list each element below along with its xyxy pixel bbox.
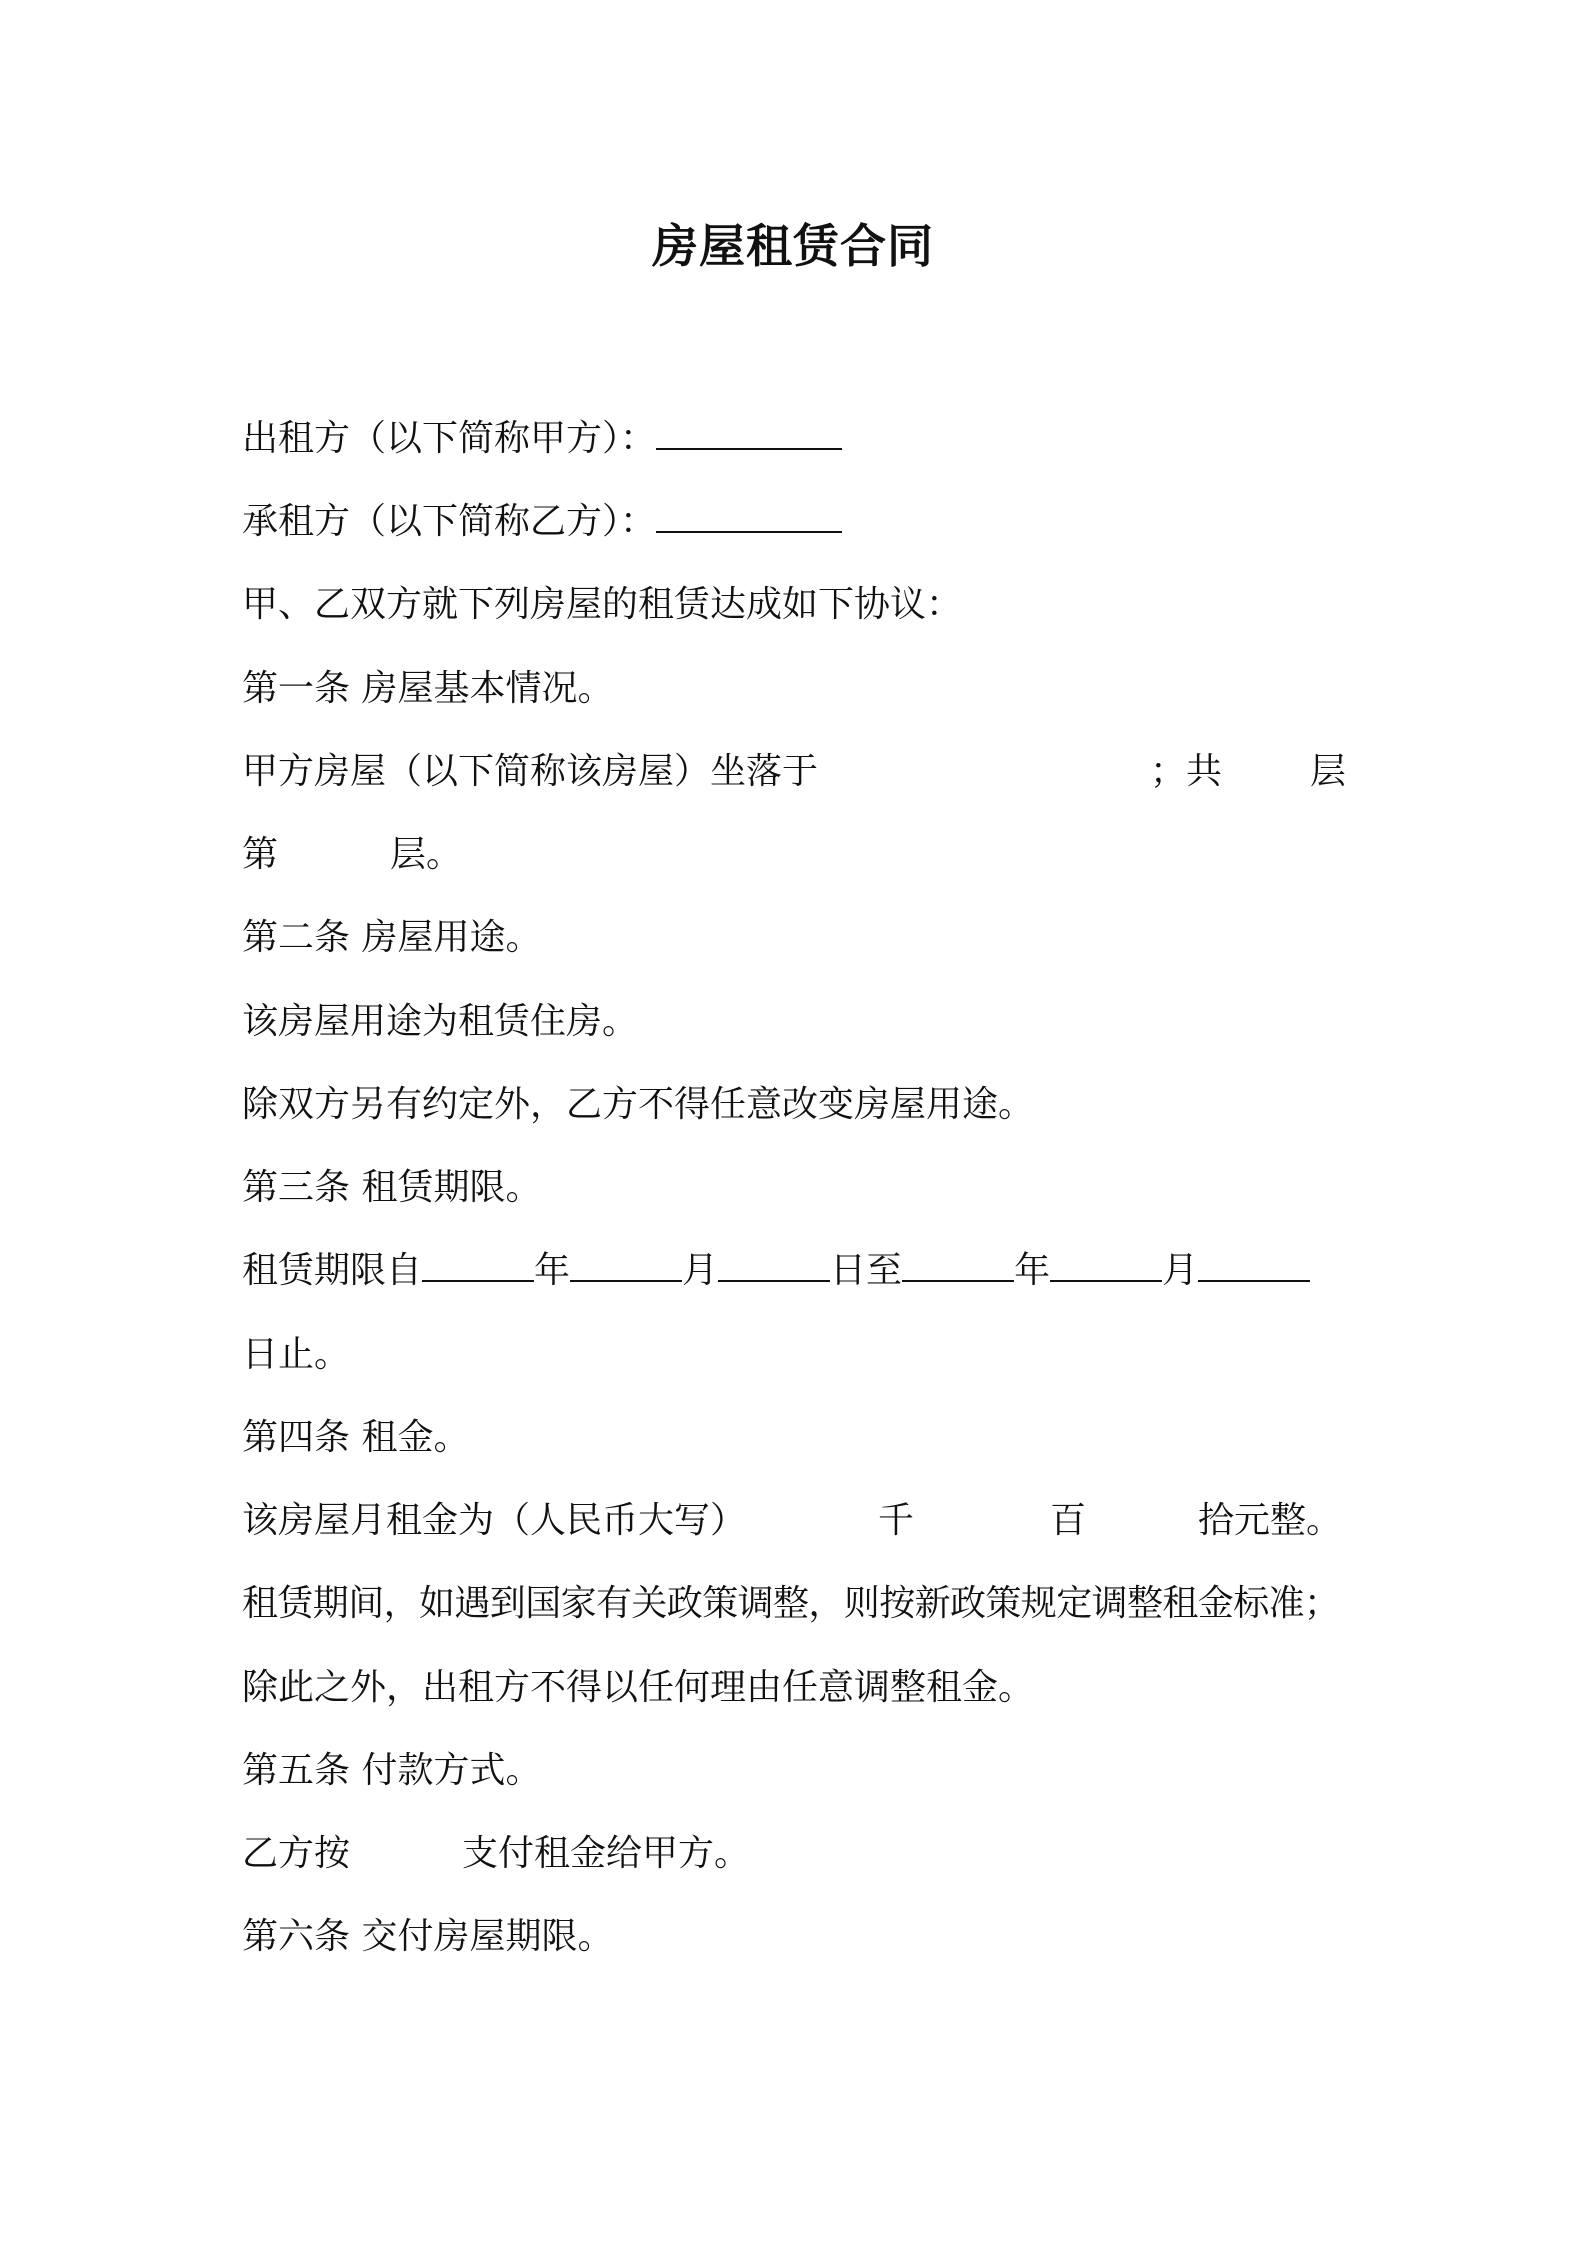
- article-3-end-line: 日止。: [242, 1334, 351, 1375]
- ten-yuan-unit: 拾元整。: [1198, 1500, 1343, 1541]
- year-label: 年: [534, 1250, 571, 1291]
- article-4-line-3: 除此之外，出租方不得以任何理由任意调整租金。: [242, 1667, 1035, 1708]
- thousand-unit: 千: [878, 1500, 915, 1541]
- article-5-heading: 第五条 付款方式。: [242, 1750, 542, 1791]
- article-1-heading: 第一条 房屋基本情况。: [242, 668, 614, 709]
- intro-line: 甲、乙双方就下列房屋的租赁达成如下协议：: [242, 584, 963, 625]
- article-1-location-line: [242, 747, 818, 797]
- payment-suffix: 支付租金给甲方。: [462, 1833, 751, 1874]
- article-4-line-2: 租赁期间，如遇到国家有关政策调整，则按新政策规定调整租金标准；: [242, 1583, 1340, 1624]
- rent-label: 该房屋月租金为（人民币大写）: [242, 1500, 747, 1541]
- month-label: 月: [682, 1250, 719, 1291]
- article-3-term-line: [242, 1246, 1310, 1296]
- day-to-label: 日至: [830, 1250, 903, 1291]
- contract-title: 房屋租赁合同: [652, 219, 934, 273]
- article-3-heading: 第三条 租赁期限。: [242, 1167, 542, 1208]
- article-4-heading: 第四条 租金。: [242, 1417, 470, 1458]
- article-6-heading: 第六条 交付房屋期限。: [242, 1916, 614, 1957]
- article-5-payment-line: [242, 1829, 750, 1879]
- lessor-line: [242, 414, 842, 464]
- lessee-name-blank[interactable]: [656, 497, 842, 533]
- floor-suffix: 层。: [390, 834, 463, 875]
- floor-prefix: 第: [242, 834, 279, 875]
- article-2-line-2: 除双方另有约定外，乙方不得任意改变房屋用途。: [242, 1084, 1035, 1125]
- end-year-blank[interactable]: [902, 1246, 1014, 1282]
- start-year-blank[interactable]: [422, 1246, 534, 1282]
- article-1-floor-line: [242, 830, 462, 880]
- lessee-label: 承租方（以下简称乙方）：: [242, 501, 657, 542]
- total-floors-label: ；共: [1150, 751, 1223, 792]
- payment-prefix: 乙方按: [242, 1833, 351, 1874]
- lessor-name-blank[interactable]: [656, 414, 842, 450]
- article-2-line-1: 该房屋用途为租赁住房。: [242, 1001, 639, 1042]
- start-day-blank[interactable]: [718, 1246, 830, 1282]
- month-label-2: 月: [1162, 1250, 1199, 1291]
- term-from-label: 租赁期限自: [242, 1250, 423, 1291]
- lessor-label: 出租方（以下简称甲方）：: [242, 418, 657, 459]
- year-label-2: 年: [1014, 1250, 1051, 1291]
- start-month-blank[interactable]: [570, 1246, 682, 1282]
- article-2-heading: 第二条 房屋用途。: [242, 917, 542, 958]
- article-4-rent-line: [242, 1496, 746, 1546]
- floors-unit: 层: [1310, 751, 1347, 792]
- end-day-blank[interactable]: [1198, 1246, 1310, 1282]
- hundred-unit: 百: [1050, 1500, 1087, 1541]
- location-label: 甲方房屋（以下简称该房屋）坐落于: [242, 751, 819, 792]
- lessee-line: [242, 497, 842, 547]
- end-month-blank[interactable]: [1050, 1246, 1162, 1282]
